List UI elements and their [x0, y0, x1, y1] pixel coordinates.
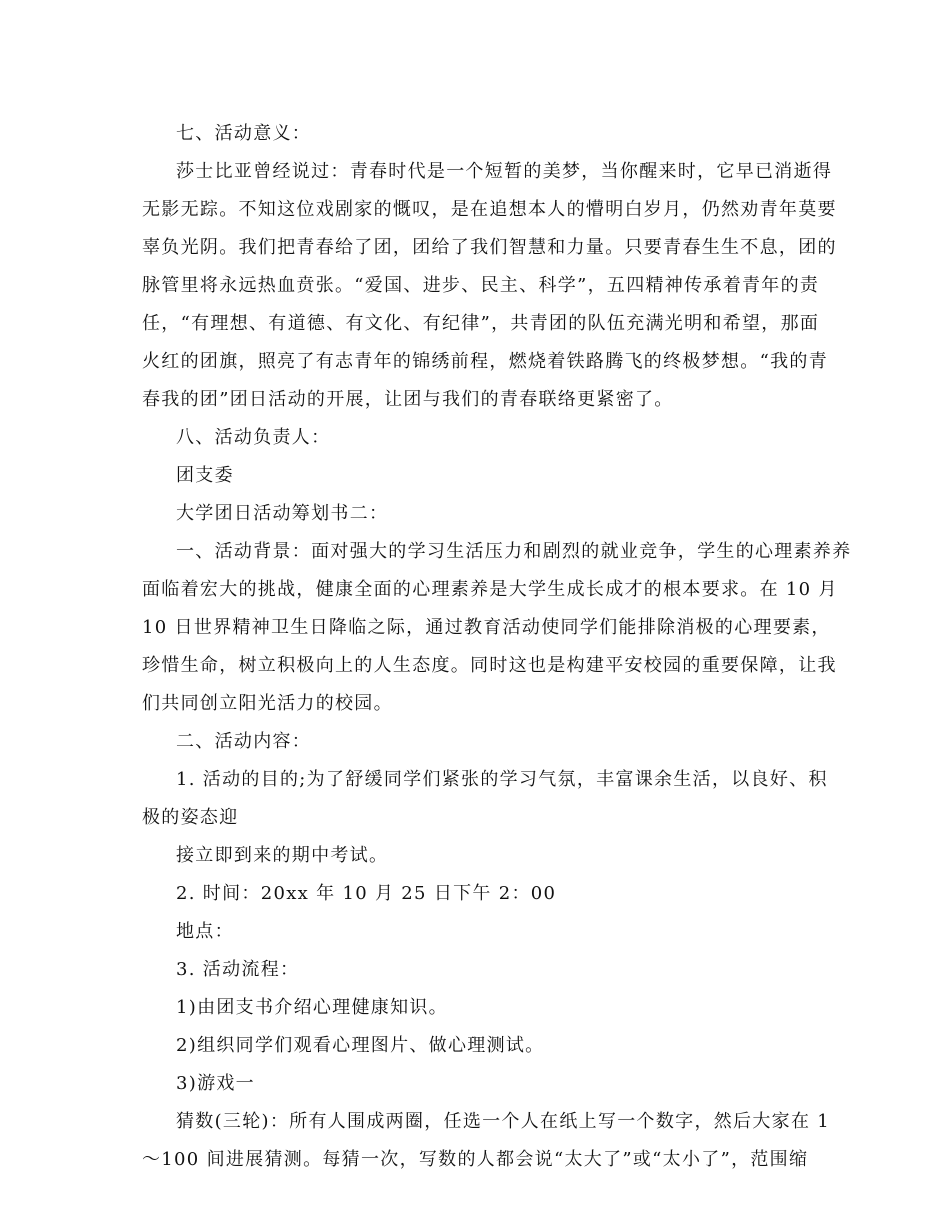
text-line: 珍惜生命，树立积极向上的人生态度。同时这也是构建平安校园的重要保障，让我 [142, 655, 837, 676]
text-line: 七、活动意义： [176, 123, 312, 144]
text-line: 无影无踪。不知这位戏剧家的慨叹，是在追想本人的懵明白岁月，仍然劝青年莫要 [142, 199, 837, 220]
text-line: 莎士比亚曾经说过：青春时代是一个短暂的美梦，当你醒来时，它早已消逝得 [176, 161, 833, 182]
text-line: 接立即到来的期中考试。 [176, 845, 389, 866]
text-line: 任，“有理想、有道德、有文化、有纪律”，共青团的队伍充满光明和希望，那面 [142, 313, 820, 334]
text-line: 10 日世界精神卫生日降临之际，通过教育活动使同学们能排除消极的心理要素， [142, 617, 831, 638]
text-line: 2)组织同学们观看心理图片、做心理测试。 [176, 1035, 545, 1056]
text-line: 团支委 [176, 465, 234, 486]
text-line: ～100 间进展猜测。每猜一次，写数的人都会说“太大了”或“太小了”，范围缩 [142, 1149, 809, 1170]
text-line: 面临着宏大的挑战，健康全面的心理素养是大学生成长成才的根本要求。在 10 月 [142, 579, 838, 600]
text-line: 春我的团”团日活动的开展，让团与我们的青春联络更紧密了。 [142, 389, 674, 410]
text-line: 们共同创立阳光活力的校园。 [142, 693, 393, 714]
text-line: 大学团日活动筹划书二： [176, 503, 389, 524]
text-line: 二、活动内容： [176, 731, 312, 752]
text-line: 地点： [176, 921, 234, 942]
text-line: 3. 活动流程： [176, 959, 300, 980]
text-line: 一、活动背景：面对强大的学习生活压力和剧烈的就业竞争，学生的心理素养养 [176, 541, 852, 562]
text-line: 1. 活动的目的;为了舒缓同学们紧张的学习气氛，丰富课余生活，以良好、积 [176, 769, 828, 790]
text-line: 猜数(三轮)：所有人围成两圈，任选一个人在纸上写一个数字，然后大家在 1 [176, 1111, 831, 1132]
text-line: 火红的团旗，照亮了有志青年的锦绣前程，燃烧着铁路腾飞的终极梦想。“我的青 [142, 351, 828, 372]
text-line: 脉管里将永远热血贲张。“爱国、进步、民主、科学”，五四精神传承着青年的责 [142, 275, 820, 296]
text-line: 辜负光阴。我们把青春给了团，团给了我们智慧和力量。只要青春生生不息，团的 [142, 237, 837, 258]
text-line: 3)游戏一 [176, 1073, 255, 1094]
text-line: 极的姿态迎 [142, 807, 239, 828]
text-line: 2. 时间：20xx 年 10 月 25 日下午 2：00 [176, 883, 557, 904]
text-line: 1)由团支书介绍心理健康知识。 [176, 997, 448, 1018]
text-line: 八、活动负责人： [176, 427, 331, 448]
document-body [142, 118, 852, 1182]
